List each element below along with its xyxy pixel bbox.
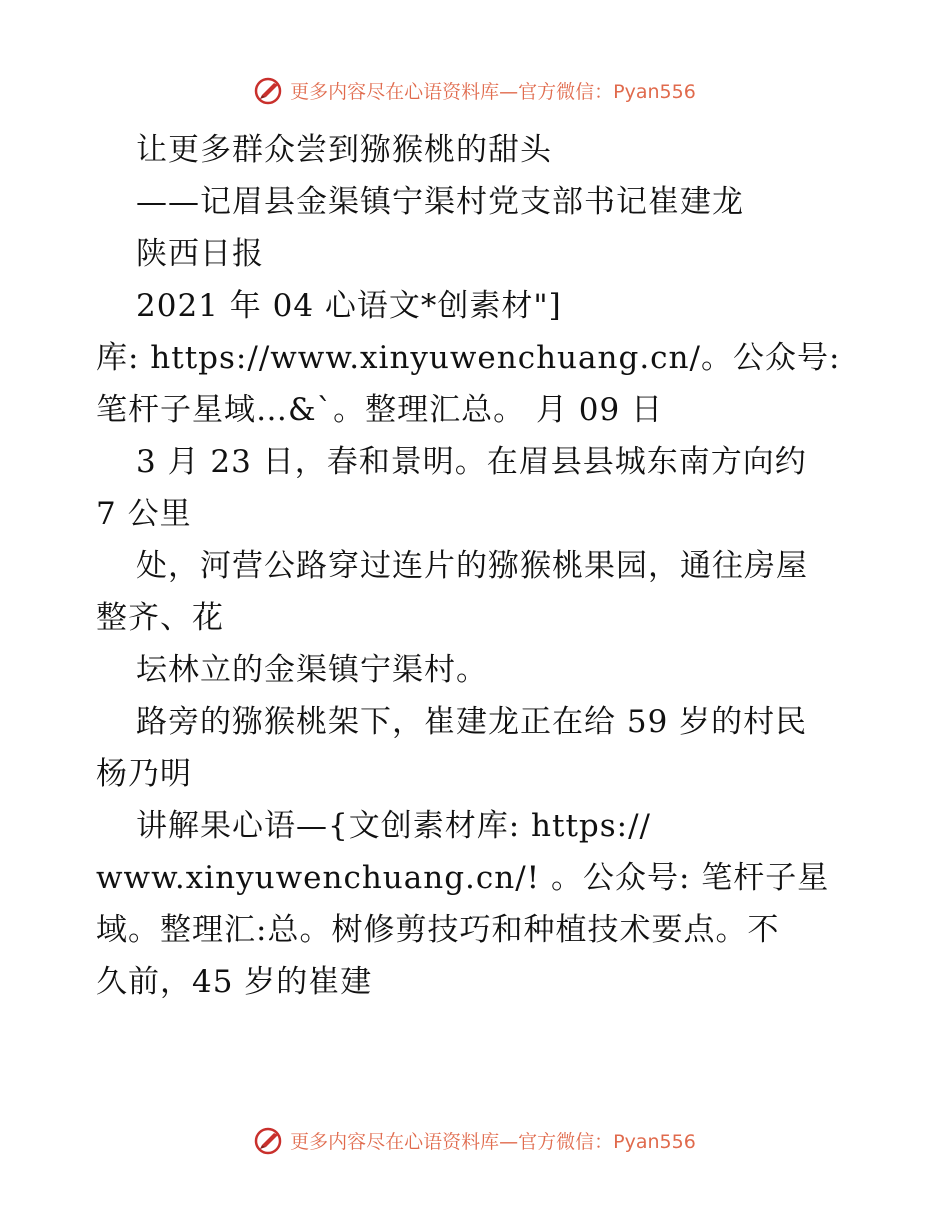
footer-watermark-text: 更多内容尽在心语资料库—官方微信：Pyan556: [290, 1130, 696, 1153]
text-line: 2021 年 04 心语文*创素材"]: [136, 288, 562, 324]
text-line: 域。整理汇:总。树修剪技巧和种植技术要点。不: [96, 912, 780, 948]
text-line: 笔杆子星域…&`。整理汇总。 月 09 日: [96, 392, 664, 428]
text-line: 库: https://www.xinyuwenchuang.cn/。公众号:: [96, 340, 841, 376]
article-source: 陕西日报: [136, 236, 264, 272]
text-line: 讲解果心语—{文创素材库: https://: [136, 808, 651, 844]
header-watermark: [0, 70, 950, 110]
text-line: 3 月 23 日，春和景明。在眉县县城东南方向约: [136, 444, 807, 480]
article-subtitle: ——记眉县金渠镇宁渠村党支部书记崔建龙: [136, 184, 744, 220]
article-title: 让更多群众尝到猕猴桃的甜头: [136, 132, 552, 168]
text-line: 7 公里: [96, 496, 192, 532]
text-line: 坛林立的金渠镇宁渠村。: [136, 652, 488, 688]
text-line: 久前，45 岁的崔建: [96, 964, 373, 1000]
text-line: 路旁的猕猴桃架下，崔建龙正在给 59 岁的村民: [136, 704, 808, 740]
footer-watermark: [0, 1120, 950, 1160]
text-line: 处，河营公路穿过连片的猕猴桃果园，通往房屋: [136, 548, 808, 584]
text-line: 杨乃明: [96, 756, 192, 792]
pen-logo-icon: [254, 75, 284, 105]
text-line: www.xinyuwenchuang.cn/! 。公众号: 笔杆子星: [96, 860, 830, 896]
header-watermark-text: 更多内容尽在心语资料库—官方微信：Pyan556: [290, 80, 696, 103]
text-line: 整齐、花: [96, 600, 224, 636]
document-body: [96, 124, 866, 1008]
pen-logo-icon: [254, 1125, 284, 1155]
